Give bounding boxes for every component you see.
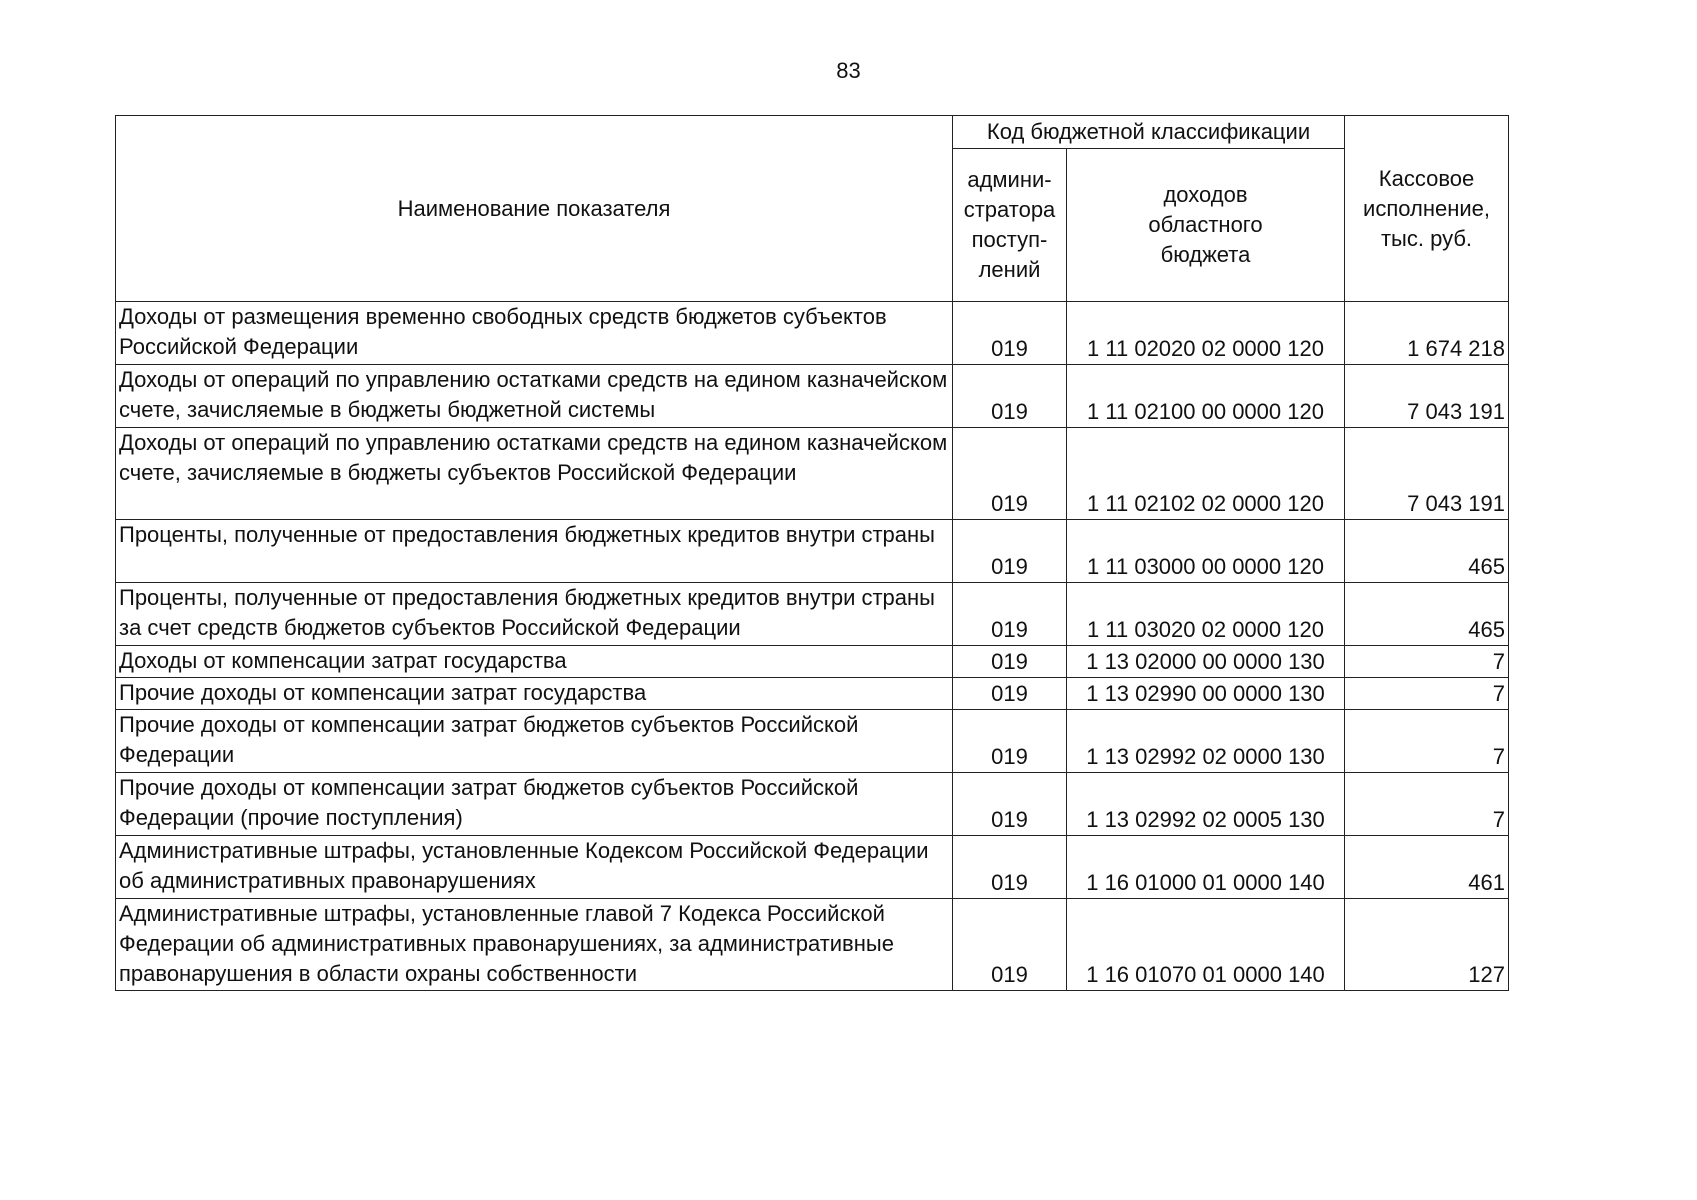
header-indicator-name: Наименование показателя [116,116,953,302]
administrator-code: 019 [953,899,1067,991]
table-row [116,678,1509,710]
revenue-table [115,115,1509,991]
indicator-name: Проценты, полученные от предоставления бюджетных кредитов внутри страны за счет средств бюджетов субъектов Российской Федерации [116,583,953,646]
administrator-code: 019 [953,710,1067,773]
cash-execution-amount: 7 [1345,678,1509,710]
cash-execution-amount: 461 [1345,836,1509,899]
cash-execution-amount: 7 [1345,646,1509,678]
administrator-code: 019 [953,646,1067,678]
table-row [116,302,1509,365]
administrator-code: 019 [953,678,1067,710]
cash-execution-amount: 7 [1345,773,1509,836]
cash-execution-amount: 465 [1345,520,1509,583]
table-row [116,428,1509,520]
indicator-name: Доходы от операций по управлению остатками средств на едином казначейском счете, зачисляемые в бюджеты субъектов Российской Федерации [116,428,953,520]
indicator-name: Проценты, полученные от предоставления бюджетных кредитов внутри страны [116,520,953,583]
header-budget-classification-code: Код бюджетной классификации [953,116,1345,149]
header-revenue-administrator: админи- стратора поступ- лений [953,149,1067,302]
revenue-code: 1 16 01000 01 0000 140 [1067,836,1345,899]
table-row [116,773,1509,836]
cash-execution-amount: 7 043 191 [1345,365,1509,428]
table-row [116,583,1509,646]
revenue-code: 1 16 01070 01 0000 140 [1067,899,1345,991]
revenue-code: 1 13 02992 02 0005 130 [1067,773,1345,836]
table-row [116,365,1509,428]
administrator-code: 019 [953,302,1067,365]
cash-execution-amount: 7 [1345,710,1509,773]
revenue-code: 1 11 02020 02 0000 120 [1067,302,1345,365]
revenue-code: 1 13 02000 00 0000 130 [1067,646,1345,678]
page-number: 83 [836,58,861,83]
revenue-code: 1 11 03020 02 0000 120 [1067,583,1345,646]
cash-execution-amount: 1 674 218 [1345,302,1509,365]
table-row [116,899,1509,991]
administrator-code: 019 [953,773,1067,836]
indicator-name: Доходы от компенсации затрат государства [116,646,953,678]
cash-execution-amount: 7 043 191 [1345,428,1509,520]
header-cash-execution: Кассовое исполнение, тыс. руб. [1345,116,1509,302]
indicator-name: Административные штрафы, установленные Кодексом Российской Федерации об административных правонарушениях [116,836,953,899]
cash-execution-amount: 465 [1345,583,1509,646]
indicator-name: Прочие доходы от компенсации затрат государства [116,678,953,710]
header-regional-budget-revenue: доходов областного бюджета [1067,149,1345,302]
indicator-name: Прочие доходы от компенсации затрат бюджетов субъектов Российской Федерации [116,710,953,773]
cash-execution-amount: 127 [1345,899,1509,991]
administrator-code: 019 [953,583,1067,646]
indicator-name: Доходы от размещения временно свободных средств бюджетов субъектов Российской Федерации [116,302,953,365]
indicator-name: Прочие доходы от компенсации затрат бюджетов субъектов Российской Федерации (прочие поступления) [116,773,953,836]
revenue-code: 1 11 02100 00 0000 120 [1067,365,1345,428]
revenue-code: 1 13 02990 00 0000 130 [1067,678,1345,710]
indicator-name: Административные штрафы, установленные главой 7 Кодекса Российской Федерации об административных правонарушениях, за административные правонарушения в области охраны собственности [116,899,953,991]
table-row [116,836,1509,899]
administrator-code: 019 [953,836,1067,899]
indicator-name: Доходы от операций по управлению остатками средств на едином казначейском счете, зачисляемые в бюджеты бюджетной системы [116,365,953,428]
revenue-code: 1 11 02102 02 0000 120 [1067,428,1345,520]
administrator-code: 019 [953,365,1067,428]
table-row [116,710,1509,773]
table-row [116,520,1509,583]
administrator-code: 019 [953,428,1067,520]
administrator-code: 019 [953,520,1067,583]
revenue-code: 1 13 02992 02 0000 130 [1067,710,1345,773]
table-row [116,646,1509,678]
revenue-code: 1 11 03000 00 0000 120 [1067,520,1345,583]
